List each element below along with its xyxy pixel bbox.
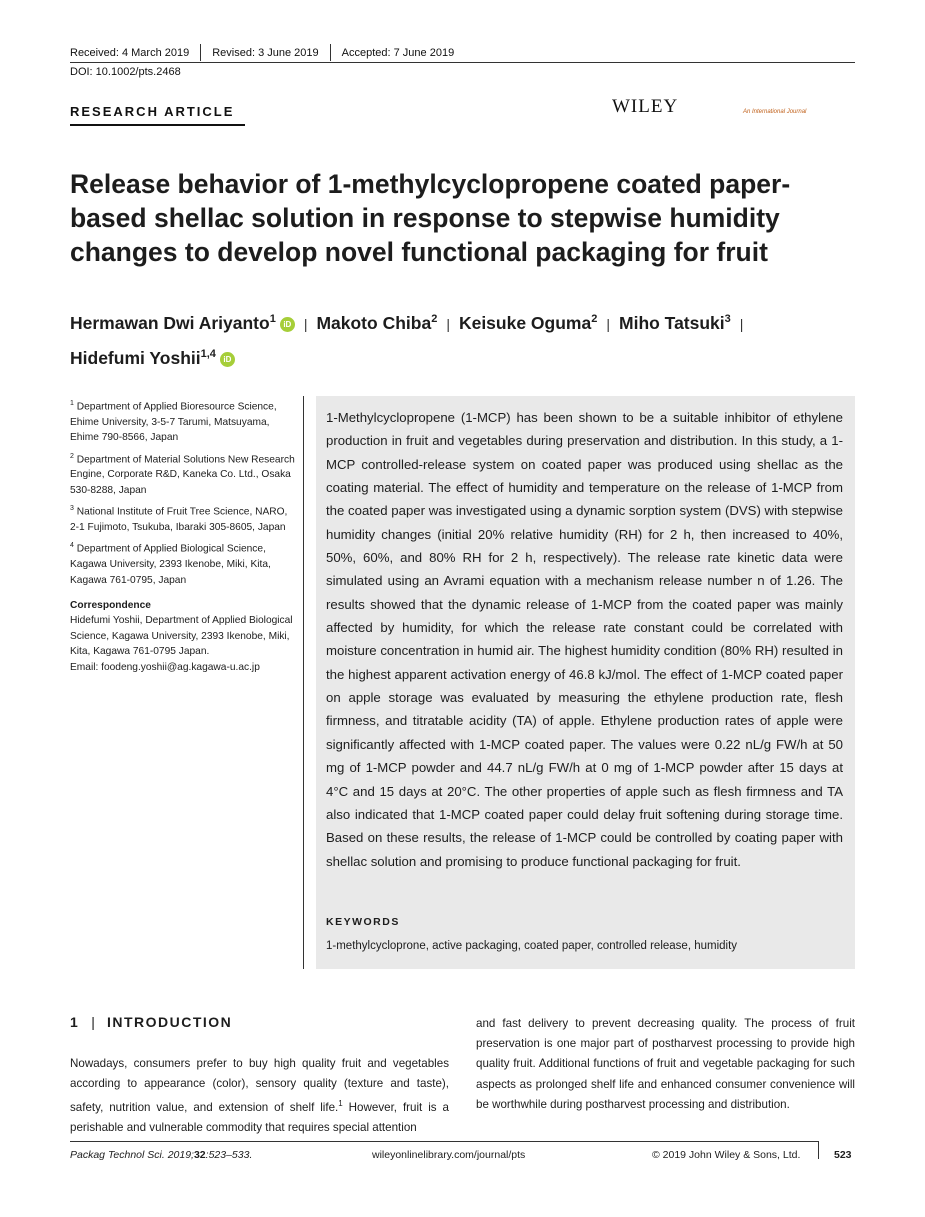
author-affil-ref: 1,4 [200, 347, 216, 360]
correspondence-text: Hidefumi Yoshii, Department of Applied Biological Science, Kagawa University, 2393 Ikenobe, Miki, Kita, Kagawa 761-0795 Japan. [70, 615, 293, 658]
article-title: Release behavior of 1-methylcyclopropene coated paper-based shellac solution in response to stepwise humidity changes to develop novel functional packaging for fruit [70, 169, 791, 267]
publisher-logo: WILEY [612, 96, 679, 117]
affiliation [70, 396, 295, 446]
author-list [70, 304, 860, 373]
footer-year: 2019; [167, 1149, 194, 1161]
footer-volume: 32 [193, 1149, 206, 1161]
footer-journal: Packag Technol Sci. [70, 1149, 165, 1161]
author-affil-ref: 2 [591, 313, 598, 325]
footer-rule [70, 1141, 818, 1142]
header-rule [70, 62, 855, 63]
affiliation-text: National Institute of Fruit Tree Science, NARO, 2-1 Fujimoto, Tsukuba, Ibaraki 305-8605, Japan [70, 506, 288, 534]
author-affil-ref: 3 [724, 313, 731, 325]
orcid-icon[interactable]: iD [280, 317, 295, 332]
page-number: 523 [834, 1149, 852, 1161]
author-name: Makoto Chiba [316, 312, 432, 333]
keywords-text: 1-methylcycloprone, active packaging, coated paper, controlled release, humidity [326, 940, 738, 952]
author-name: Hermawan Dwi Ariyanto [70, 312, 270, 333]
accepted-date: Accepted: 7 June 2019 [341, 46, 455, 59]
affiliation [70, 538, 295, 588]
keywords-heading: KEYWORDS [326, 916, 400, 928]
author-separator: | [606, 315, 610, 332]
body-text-right: and fast delivery to prevent decreasing quality. The process of fruit preservation is one major part of postharvest processing to provide high quality fruit. Additional functions of fruit and vegetable packaging for such aspects as prolonged shelf life and enhanced consumer convenience will be worthwhile during postharvest processing and distribution. [476, 1017, 855, 1111]
footer-copyright: © 2019 John Wiley & Sons, Ltd. [652, 1149, 801, 1161]
section-number: 1 [70, 1014, 80, 1030]
correspondence-email[interactable]: Email: foodeng.yoshii@ag.kagawa-u.ac.jp [70, 661, 260, 673]
section-separator: | [91, 1014, 95, 1030]
revised-date: Revised: 3 June 2019 [212, 46, 319, 59]
affiliation-number: 2 [70, 452, 74, 460]
article-type-underline [70, 124, 245, 126]
author-separator: | [739, 315, 744, 332]
history-dates [70, 44, 454, 61]
affiliation [70, 501, 295, 535]
article-type: RESEARCH ARTICLE [70, 104, 235, 119]
body-text-left [70, 1054, 449, 1139]
author-name: Miho Tatsuki [619, 312, 725, 333]
citation-ref[interactable]: 1 [338, 1099, 343, 1109]
author-affil-ref: 2 [431, 313, 438, 325]
section-title: INTRODUCTION [106, 1014, 233, 1030]
affiliation [70, 449, 295, 499]
affiliation-text: Department of Applied Biological Science, Kagawa University, 2393 Ikenobe, Miki, Kita, Kagawa 761-0795, Japan [70, 543, 271, 586]
section-heading [70, 1014, 232, 1030]
body-paragraph: Nowadays, consumers prefer to buy high quality fruit and vegetables according to appearance (color), sensory quality (texture and taste), safety, nutrition value, and extension of shelf life. [70, 1057, 449, 1115]
author-name: Keisuke Oguma [458, 312, 592, 333]
author-separator: | [303, 315, 308, 332]
journal-tagline: An International Journal [743, 109, 807, 115]
footer-divider [818, 1141, 819, 1159]
affiliation-text: Department of Material Solutions New Research Engine, Corporate R&D, Kaneka Co. Ltd., Osaka 530-8288, Japan [70, 454, 295, 496]
author-affil-ref: 1 [269, 313, 276, 325]
affiliation-number: 1 [70, 400, 74, 407]
affiliation-number: 4 [70, 542, 74, 550]
divider [200, 44, 201, 61]
doi[interactable]: DOI: 10.1002/pts.2468 [70, 66, 181, 78]
orcid-icon[interactable]: iD [220, 352, 235, 367]
footer-citation [70, 1149, 252, 1161]
affiliations [70, 396, 295, 675]
affiliation-number: 3 [70, 505, 74, 513]
divider [330, 44, 331, 61]
author-name: Hidefumi Yoshii [70, 347, 201, 368]
author-separator: | [446, 315, 450, 332]
abstract-text: 1-Methylcyclopropene (1-MCP) has been shown to be a suitable inhibitor of ethylene production in fruit and vegetables during preservation and distribution. In this study, a 1-MCP controlled-release system on coated paper was produced using shellac as the coating material. The effect of humidity and temperature on the release of 1-MCP from the coated paper was investigated using a dynamic sorption system (DVS) with stepwise humidity changes (initial 20% relative humidity (RH) for 2 h, then increased to 40%, 50%, 60%, and 80% RH for 2 h, respectively). The release rate kinetic data were simulated using an Avrami equation with a mechanism release number n of 1.26. The results showed that the dynamic release of 1-MCP from the coated paper was mainly affected by humidity, for which the release rate constant could be correlated with moisture concentration in humid air. The highest humidity condition (80% RH) resulted in the highest apparent activation energy of 46.8 kJ/mol. The effect of 1-MCP coated paper on apple storage was evaluated by measuring the ethylene production rate, flesh firmness, and titratable acidity (TA) of apple. Ethylene production rates of apple were significantly affected with 1-MCP coated paper. The values were 0.22 nL/g FW/h at 50 mg of 1-MCP powder and 44.7 nL/g FW/h at 0 mg of 1-MCP powder after 15 days at 4°C and 15 days at 20°C. The other properties of apple such as flesh firmness and TA also indicated that 1-MCP coated paper could delay fruit softening during storage time. Based on these results, the release of 1-MCP could be controlled by coating paper with shellac solution and promising to produce functional packaging for fruit. [326, 410, 843, 869]
body-paragraph-cont: However, fruit is a perishable and vulnerable commodity that requires special attention [70, 1101, 449, 1135]
column-rule [303, 396, 304, 969]
footer-url[interactable]: wileyonlinelibrary.com/journal/pts [372, 1149, 526, 1161]
footer-pages: :523–533. [205, 1149, 253, 1161]
correspondence-heading: Correspondence [70, 600, 151, 612]
received-date: Received: 4 March 2019 [70, 46, 190, 59]
affiliation-text: Department of Applied Bioresource Science, Ehime University, 3-5-7 Tarumi, Matsuyama, Ehime 790-8566, Japan [70, 401, 277, 444]
